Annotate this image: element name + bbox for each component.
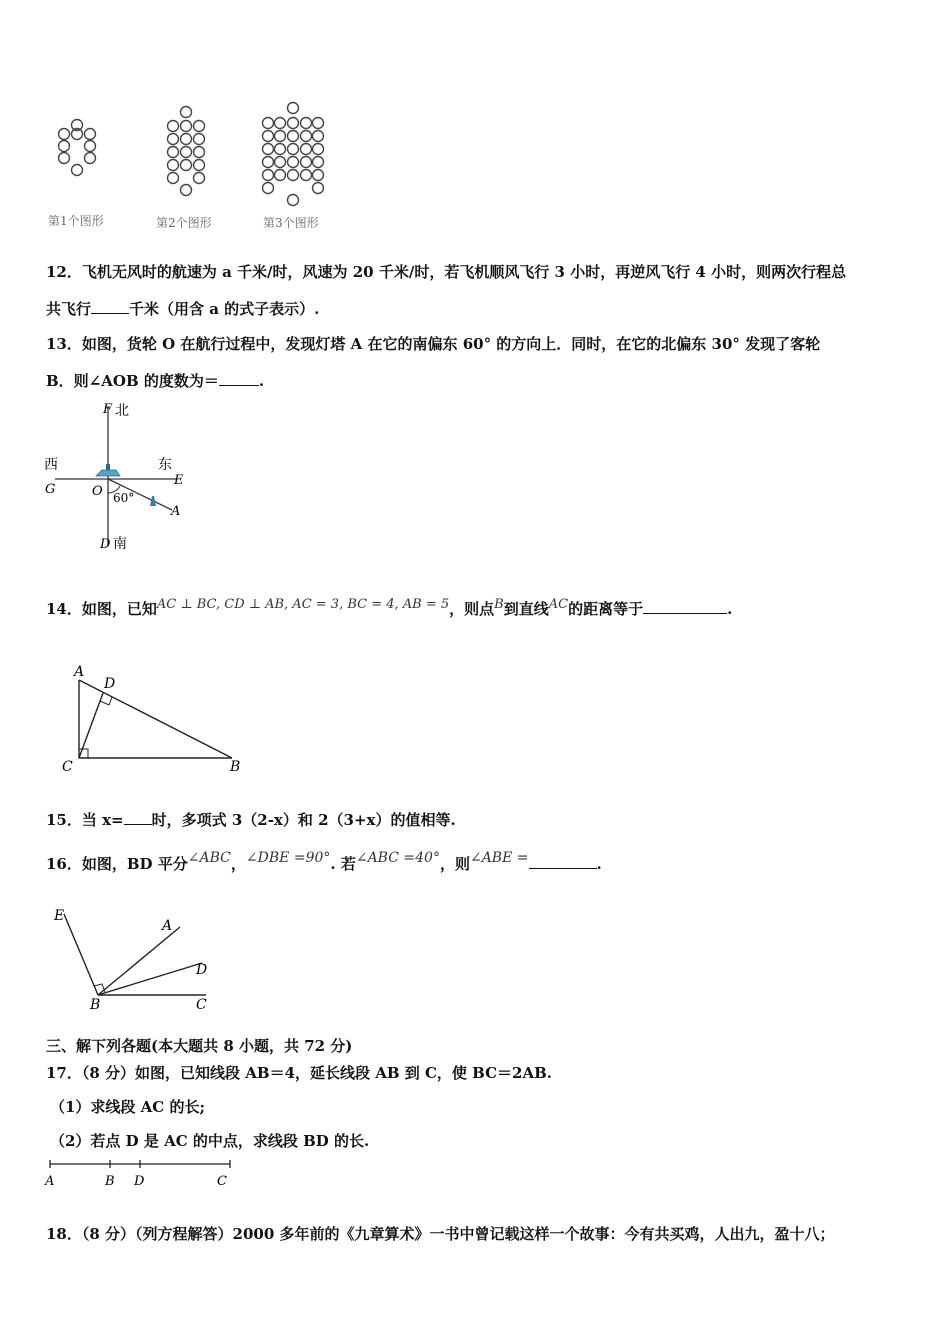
q14-pre: 14．如图，已知	[46, 600, 157, 618]
q17-stem: 17．（8 分）如图，已知线段 AB＝4，延长线段 AB 到 C，使 BC＝2AB.	[46, 1064, 553, 1082]
q14-linename: AC	[548, 597, 569, 612]
q15-pre: 15．当 x=	[46, 811, 124, 829]
q14-condition: AC ⊥ BC, CD ⊥ AB, AC = 3, BC = 4, AB = 5	[156, 597, 450, 612]
q16-label-D: D	[196, 962, 208, 978]
q14-point: B	[494, 597, 504, 612]
q13-label-south: 南	[113, 536, 127, 552]
q16-ask: ∠ABE =	[469, 850, 529, 866]
q13-answer-blank[interactable]	[219, 371, 259, 386]
q13-label-A: A	[171, 504, 181, 519]
q16-line	[46, 850, 602, 874]
pattern-label-1: 第1个图形	[48, 214, 104, 228]
ship-icon	[96, 464, 120, 476]
q16-angle-figure	[44, 900, 224, 1020]
q17-part1: （1）求线段 AC 的长;	[50, 1098, 205, 1116]
q16-pre: 16．如图，BD 平分	[46, 855, 188, 873]
q16-sep2: . 若	[330, 855, 356, 873]
q17-label-C: C	[217, 1174, 227, 1189]
q14-label-D: D	[104, 676, 116, 692]
q14-label-C: C	[62, 759, 73, 775]
q16-label-A: A	[162, 918, 173, 934]
pattern-label-3: 第3个图形	[263, 216, 319, 230]
q14-mid2: 到直线	[503, 600, 549, 618]
q17-segment-figure	[40, 1154, 250, 1192]
q16-answer-blank[interactable]	[529, 854, 597, 869]
q17-label-B: B	[105, 1174, 115, 1189]
lighthouse-icon	[150, 496, 156, 506]
q17-label-A: A	[45, 1174, 55, 1189]
q13-label-F: F	[103, 402, 113, 417]
q12-line2-pre: 共飞行	[46, 300, 92, 318]
q16-label-C: C	[196, 997, 207, 1013]
q13-label-west: 西	[44, 457, 58, 473]
q13-label-O: O	[92, 484, 103, 499]
q14-answer-blank[interactable]	[643, 599, 727, 614]
q12-line2-post: 千米（用含 a 的式子表示）.	[129, 300, 320, 318]
q18-stem: 18．（8 分）（列方程解答）2000 多年前的《九章算术》一书中曾记载这样一个故事：今有共买鸡，人出九，盈十八；	[46, 1225, 835, 1243]
q14-post: 的距离等于	[568, 600, 644, 618]
q13-line1: 13．如图，货轮 O 在航行过程中，发现灯塔 A 在它的南偏东 60° 的方向上．同时，在它的北偏东 30° 发现了客轮	[46, 335, 821, 353]
q14-line	[46, 598, 732, 619]
q17-label-D: D	[134, 1174, 145, 1189]
q17-part2: （2）若点 D 是 AC 的中点，求线段 BD 的长.	[50, 1132, 370, 1150]
q15-line	[46, 809, 456, 830]
q12-line2	[46, 298, 319, 319]
q12-line1: 12．飞机无风时的航速为 a 千米/时，风速为 20 千米/时，若飞机顺风飞行 3 小时，再逆风飞行 4 小时，则两次行程总	[46, 263, 847, 281]
q13-label-east: 东	[158, 457, 172, 473]
q13-label-north: 北	[115, 403, 129, 419]
q13-label-G: G	[45, 482, 56, 497]
q14-triangle-figure	[52, 658, 252, 778]
q16-cond3: ∠ABC =40°	[355, 850, 440, 866]
q15-answer-blank[interactable]	[124, 810, 152, 825]
pattern-figure-3	[263, 103, 324, 206]
q13-line2	[46, 370, 264, 391]
q14-label-B: B	[230, 759, 241, 775]
q14-mid1: ，则点	[449, 600, 495, 618]
q16-label-B: B	[90, 997, 101, 1013]
q16-sep1: ，	[230, 855, 246, 873]
q13-line2-pre: B．则∠AOB 的度数为＝	[46, 372, 219, 390]
pattern-label-2: 第2个图形	[156, 216, 212, 230]
q14-end: .	[727, 600, 733, 618]
section-3-title: 三、解下列各题(本大题共 8 小题，共 72 分)	[46, 1037, 353, 1055]
q15-post: 时，多项式 3（2-x）和 2（3+x）的值相等.	[151, 811, 456, 829]
pattern-figure-1	[59, 120, 96, 176]
q13-label-E: E	[174, 473, 184, 488]
q16-end: .	[596, 855, 602, 873]
q13-label-angle: 60°	[113, 491, 135, 505]
q16-sep3: ，则	[439, 855, 470, 873]
q12-answer-blank[interactable]	[91, 299, 129, 314]
q14-label-A: A	[74, 664, 85, 680]
q16-label-E: E	[54, 908, 65, 924]
pattern-figure-2	[168, 107, 205, 196]
q13-compass-figure	[40, 398, 200, 558]
q16-angle1: ∠ABC	[187, 850, 231, 866]
q13-line2-post: .	[258, 372, 265, 390]
q13-label-D: D	[100, 537, 111, 552]
q16-cond2: ∠DBE =90°	[245, 850, 331, 866]
